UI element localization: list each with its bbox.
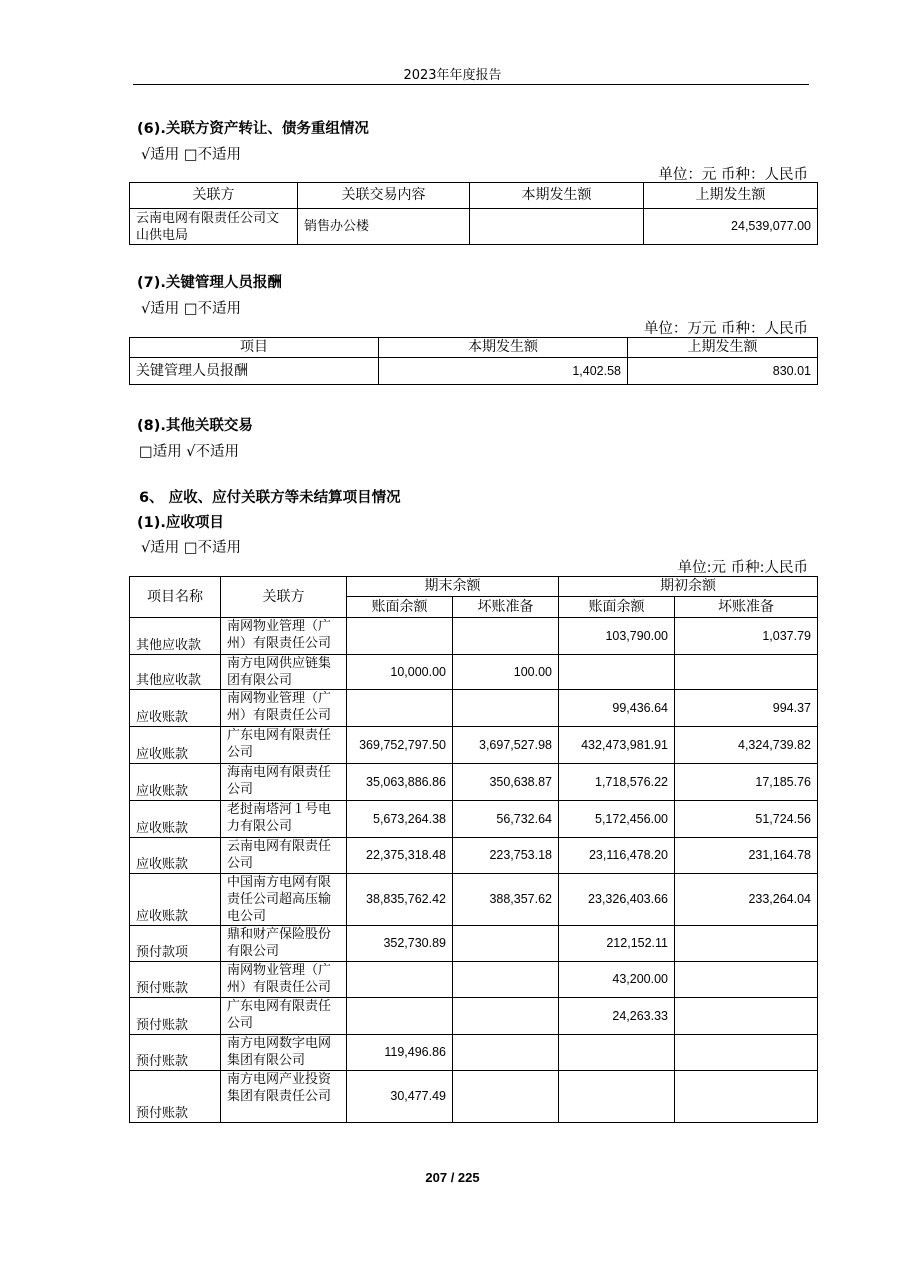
closing-book-cell <box>347 998 453 1035</box>
table-row <box>130 727 818 764</box>
table-row <box>130 926 818 962</box>
closing-provision-cell: 388,357.62 <box>453 874 559 926</box>
item-name-cell: 应收账款 <box>130 838 221 874</box>
receivables-table <box>129 576 818 1123</box>
opening-provision-cell: 1,037.79 <box>675 618 818 655</box>
closing-provision-cell <box>453 1071 559 1123</box>
opening-book-cell <box>559 655 675 690</box>
section7-title: (7).关键管理人员报酬 <box>137 275 282 291</box>
section6-option: √适用 □不适用 <box>141 147 242 163</box>
closing-book-cell: 35,063,886.86 <box>347 764 453 801</box>
opening-book-cell: 23,326,403.66 <box>559 874 675 926</box>
item-name-cell: 预付账款 <box>130 998 221 1035</box>
closing-book-cell: 352,730.89 <box>347 926 453 962</box>
previous-amount-cell: 830.01 <box>628 358 818 385</box>
opening-book-cell: 432,473,981.91 <box>559 727 675 764</box>
closing-book-cell: 5,673,264.38 <box>347 801 453 838</box>
table-row <box>130 1035 818 1071</box>
table-row <box>130 962 818 998</box>
closing-provision-cell <box>453 1035 559 1071</box>
closing-provision-cell <box>453 690 559 727</box>
table-row <box>130 801 818 838</box>
previous-amount-cell: 24,539,077.00 <box>644 209 818 245</box>
col-header-item: 项目名称 <box>130 577 221 618</box>
col-header-close-book: 账面余额 <box>347 597 453 618</box>
closing-provision-cell <box>453 962 559 998</box>
col-header: 关联交易内容 <box>298 183 470 209</box>
section8-title: (8).其他关联交易 <box>137 418 253 434</box>
closing-provision-cell: 56,732.64 <box>453 801 559 838</box>
opening-book-cell: 23,116,478.20 <box>559 838 675 874</box>
table-row <box>130 690 818 727</box>
transaction-content-cell: 销售办公楼 <box>298 209 470 245</box>
opening-provision-cell <box>675 962 818 998</box>
table-row <box>130 874 818 926</box>
item-name-cell: 预付账款 <box>130 1035 221 1071</box>
opening-provision-cell: 4,324,739.82 <box>675 727 818 764</box>
item-name-cell: 预付账款 <box>130 1071 221 1123</box>
related-party-cell: 南网物业管理（广州）有限责任公司 <box>221 618 347 655</box>
related-party-cell: 鼎和财产保险股份有限公司 <box>221 926 347 962</box>
opening-book-cell: 212,152.11 <box>559 926 675 962</box>
part6-subtitle: (1).应收项目 <box>137 515 224 531</box>
item-name-cell: 应收账款 <box>130 764 221 801</box>
closing-book-cell <box>347 690 453 727</box>
table-row <box>130 618 818 655</box>
table-row <box>130 1071 818 1123</box>
related-party-cell: 广东电网有限责任公司 <box>221 727 347 764</box>
opening-provision-cell <box>675 998 818 1035</box>
part6-option: √适用 □不适用 <box>141 540 242 556</box>
item-name-cell: 其他应收款 <box>130 655 221 690</box>
closing-book-cell: 22,375,318.48 <box>347 838 453 874</box>
closing-book-cell: 38,835,762.42 <box>347 874 453 926</box>
opening-provision-cell: 233,264.04 <box>675 874 818 926</box>
closing-provision-cell: 350,638.87 <box>453 764 559 801</box>
closing-book-cell: 10,000.00 <box>347 655 453 690</box>
closing-book-cell: 369,752,797.50 <box>347 727 453 764</box>
related-party-cell: 云南电网有限责任公司文山供电局 <box>130 209 298 245</box>
section7-unit: 单位：万元 币种：人民币 <box>643 321 808 337</box>
closing-book-cell: 119,496.86 <box>347 1035 453 1071</box>
closing-provision-cell <box>453 926 559 962</box>
part6-title: 6、 应收、应付关联方等未结算项目情况 <box>139 490 401 506</box>
item-name-cell: 预付账款 <box>130 962 221 998</box>
related-party-cell: 云南电网有限责任公司 <box>221 838 347 874</box>
table-row <box>130 838 818 874</box>
opening-provision-cell <box>675 655 818 690</box>
opening-book-cell: 1,718,576.22 <box>559 764 675 801</box>
asset-transfer-table <box>129 182 818 245</box>
opening-book-cell: 43,200.00 <box>559 962 675 998</box>
col-header-open-provision: 坏账准备 <box>675 597 818 618</box>
opening-book-cell <box>559 1071 675 1123</box>
closing-book-cell: 30,477.49 <box>347 1071 453 1123</box>
related-party-cell: 南方电网数字电网集团有限公司 <box>221 1035 347 1071</box>
col-header-open-book: 账面余额 <box>559 597 675 618</box>
closing-book-cell <box>347 618 453 655</box>
opening-book-cell: 24,263.33 <box>559 998 675 1035</box>
key-management-table <box>129 337 818 385</box>
related-party-cell: 南方电网供应链集团有限公司 <box>221 655 347 690</box>
item-name-cell: 预付款项 <box>130 926 221 962</box>
col-header: 上期发生额 <box>644 183 818 209</box>
item-name-cell: 应收账款 <box>130 801 221 838</box>
closing-provision-cell: 3,697,527.98 <box>453 727 559 764</box>
current-amount-cell: 1,402.58 <box>379 358 628 385</box>
table-row <box>130 655 818 690</box>
item-cell: 关键管理人员报酬 <box>130 358 379 385</box>
item-name-cell: 其他应收款 <box>130 618 221 655</box>
table-row <box>130 764 818 801</box>
page-header: 2023年年度报告 <box>403 68 502 83</box>
section7-option: √适用 □不适用 <box>141 301 242 317</box>
header-divider <box>133 84 809 85</box>
section6-unit: 单位：元 币种：人民币 <box>658 167 808 183</box>
part6-unit: 单位:元 币种:人民币 <box>677 560 808 576</box>
opening-provision-cell <box>675 1071 818 1123</box>
closing-book-cell <box>347 962 453 998</box>
opening-book-cell: 99,436.64 <box>559 690 675 727</box>
col-header-close-provision: 坏账准备 <box>453 597 559 618</box>
item-name-cell: 应收账款 <box>130 874 221 926</box>
col-header: 上期发生额 <box>628 338 818 358</box>
closing-provision-cell: 100.00 <box>453 655 559 690</box>
opening-book-cell <box>559 1035 675 1071</box>
opening-provision-cell <box>675 926 818 962</box>
col-header: 本期发生额 <box>379 338 628 358</box>
related-party-cell: 南方电网产业投资集团有限责任公司 <box>221 1071 347 1123</box>
col-header-opening: 期初余额 <box>559 577 818 597</box>
item-name-cell: 应收账款 <box>130 727 221 764</box>
related-party-cell: 广东电网有限责任公司 <box>221 998 347 1035</box>
section6-title: (6).关联方资产转让、债务重组情况 <box>137 121 369 137</box>
related-party-cell: 海南电网有限责任公司 <box>221 764 347 801</box>
item-name-cell: 应收账款 <box>130 690 221 727</box>
related-party-cell: 南网物业管理（广州）有限责任公司 <box>221 962 347 998</box>
opening-provision-cell <box>675 1035 818 1071</box>
related-party-cell: 南网物业管理（广州）有限责任公司 <box>221 690 347 727</box>
col-header: 项目 <box>130 338 379 358</box>
related-party-cell: 中国南方电网有限责任公司超高压输电公司 <box>221 874 347 926</box>
opening-book-cell: 103,790.00 <box>559 618 675 655</box>
opening-provision-cell: 17,185.76 <box>675 764 818 801</box>
closing-provision-cell <box>453 618 559 655</box>
table-row <box>130 998 818 1035</box>
closing-provision-cell: 223,753.18 <box>453 838 559 874</box>
col-header: 关联方 <box>130 183 298 209</box>
col-header: 本期发生额 <box>470 183 644 209</box>
opening-book-cell: 5,172,456.00 <box>559 801 675 838</box>
col-header-party: 关联方 <box>221 577 347 618</box>
closing-provision-cell <box>453 998 559 1035</box>
page-number: 207 / 225 <box>425 1170 480 1185</box>
opening-provision-cell: 51,724.56 <box>675 801 818 838</box>
current-amount-cell <box>470 209 644 245</box>
opening-provision-cell: 231,164.78 <box>675 838 818 874</box>
section8-option: □适用 √不适用 <box>139 444 240 460</box>
opening-provision-cell: 994.37 <box>675 690 818 727</box>
col-header-closing: 期末余额 <box>347 577 559 597</box>
related-party-cell: 老挝南塔河１号电力有限公司 <box>221 801 347 838</box>
